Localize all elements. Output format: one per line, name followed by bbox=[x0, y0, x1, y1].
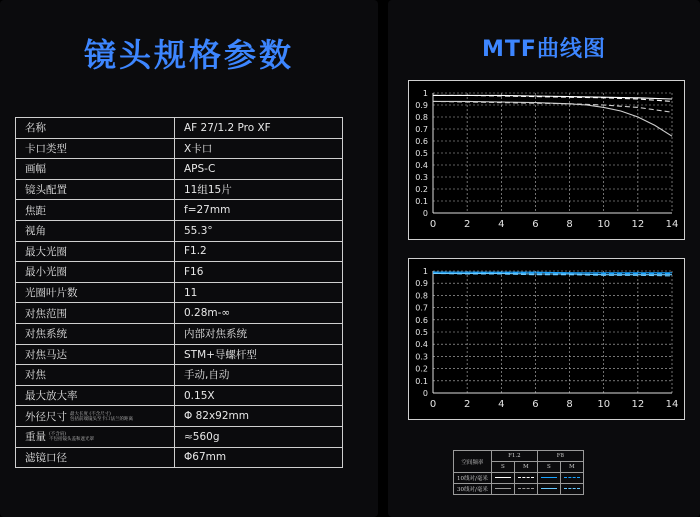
x-tick-label: 8 bbox=[566, 219, 573, 230]
legend-m-f8: M bbox=[560, 462, 583, 473]
y-tick-label: 0.3 bbox=[415, 352, 428, 362]
x-tick-label: 14 bbox=[665, 219, 679, 230]
spec-table bbox=[15, 117, 343, 468]
legend-row-10lp: 10线对/毫米 bbox=[454, 473, 492, 484]
spec-label-note bbox=[49, 432, 94, 442]
spec-label: 对焦范围 bbox=[25, 307, 67, 320]
mtf-title: MTF曲线图 bbox=[482, 37, 606, 62]
spec-label: 视角 bbox=[25, 225, 46, 238]
legend-swatch bbox=[514, 473, 537, 484]
y-tick-label: 0.5 bbox=[415, 149, 428, 158]
x-tick-label: 4 bbox=[498, 219, 505, 230]
y-tick-label: 0.9 bbox=[415, 101, 428, 110]
spec-value: STM+导螺杆型 bbox=[175, 344, 343, 365]
spec-note-line: 包括前端镜头至卡口法兰的距离 bbox=[70, 416, 133, 422]
spec-value: 0.15X bbox=[175, 385, 343, 406]
x-tick-label: 12 bbox=[631, 219, 645, 230]
y-tick-label: 0.1 bbox=[415, 197, 428, 206]
y-tick-label: 1 bbox=[422, 89, 428, 98]
spec-label: 对焦 bbox=[25, 369, 46, 382]
x-tick-label: 14 bbox=[665, 399, 679, 410]
spec-value: AF 27/1.2 Pro XF bbox=[175, 118, 343, 139]
spec-label: 最小光圈 bbox=[25, 266, 67, 279]
spec-label: 重量 bbox=[25, 431, 46, 444]
spec-label-cell bbox=[16, 118, 175, 139]
spec-label-cell bbox=[16, 138, 175, 159]
spec-value: APS-C bbox=[175, 159, 343, 180]
spec-value: 11组15片 bbox=[175, 179, 343, 200]
spec-value: 手动,自动 bbox=[175, 365, 343, 386]
x-tick-label: 10 bbox=[597, 399, 611, 410]
y-tick-label: 0 bbox=[422, 389, 428, 398]
spec-row bbox=[16, 200, 343, 221]
spec-row bbox=[16, 241, 343, 262]
x-tick-label: 0 bbox=[429, 219, 437, 230]
legend-swatch bbox=[560, 484, 583, 495]
y-tick-label: 0.8 bbox=[415, 291, 428, 301]
spec-value: Φ67mm bbox=[175, 447, 343, 468]
spec-row bbox=[16, 220, 343, 241]
legend-row-30lp: 30线对/毫米 bbox=[454, 484, 492, 495]
spec-label-cell bbox=[16, 385, 175, 406]
spec-label: 对焦系统 bbox=[25, 328, 67, 341]
spec-value: ≈560g bbox=[175, 426, 343, 447]
x-tick-label: 12 bbox=[631, 399, 645, 410]
x-tick-label: 6 bbox=[532, 219, 539, 230]
legend-swatch bbox=[537, 484, 560, 495]
spec-label: 镜头配置 bbox=[25, 184, 67, 197]
spec-label-cell bbox=[16, 344, 175, 365]
y-tick-label: 0.6 bbox=[415, 315, 428, 325]
mtf-chart-f12-svg bbox=[409, 81, 684, 239]
spec-label-cell bbox=[16, 323, 175, 344]
spec-row bbox=[16, 385, 343, 406]
legend-s-f12: S bbox=[491, 462, 514, 473]
y-tick-label: 0.7 bbox=[415, 125, 428, 134]
spec-label: 光圈叶片数 bbox=[25, 287, 78, 300]
spec-value: X卡口 bbox=[175, 138, 343, 159]
spec-label: 焦距 bbox=[25, 204, 46, 217]
spec-label: 外径尺寸 bbox=[25, 410, 67, 423]
x-tick-label: 0 bbox=[429, 399, 437, 410]
legend-swatch bbox=[491, 484, 514, 495]
spec-title: 镜头规格参数 bbox=[83, 36, 294, 74]
spec-value: f=27mm bbox=[175, 200, 343, 221]
spec-note-line: 不包括镜头盖和遮光罩 bbox=[49, 437, 94, 443]
spec-label-cell bbox=[16, 426, 175, 447]
y-tick-label: 0.7 bbox=[415, 303, 428, 313]
spec-label: 画幅 bbox=[25, 163, 46, 176]
spec-label: 卡口类型 bbox=[25, 142, 67, 155]
spec-row bbox=[16, 426, 343, 447]
spec-label: 滤镜口径 bbox=[25, 451, 67, 464]
y-tick-label: 0.1 bbox=[415, 376, 428, 386]
spec-row bbox=[16, 179, 343, 200]
mtf-legend bbox=[453, 450, 584, 495]
legend-swatch bbox=[491, 473, 514, 484]
y-tick-label: 0.6 bbox=[415, 137, 428, 146]
spec-value: 内部对焦系统 bbox=[175, 323, 343, 344]
legend-m-f12: M bbox=[514, 462, 537, 473]
spec-label: 名称 bbox=[25, 122, 46, 135]
spec-row bbox=[16, 282, 343, 303]
spec-note-line: (不含肩) bbox=[49, 432, 67, 438]
spec-label: 最大光圈 bbox=[25, 245, 67, 258]
spec-row bbox=[16, 323, 343, 344]
y-tick-label: 0.3 bbox=[415, 173, 428, 182]
y-tick-label: 0.9 bbox=[415, 279, 428, 289]
y-tick-label: 0 bbox=[422, 209, 428, 218]
y-tick-label: 0.4 bbox=[415, 340, 428, 350]
x-tick-label: 6 bbox=[532, 399, 539, 410]
y-tick-label: 0.4 bbox=[415, 161, 428, 170]
spec-label-cell bbox=[16, 220, 175, 241]
spec-value: 0.28m-∞ bbox=[175, 303, 343, 324]
y-tick-label: 0.5 bbox=[415, 328, 428, 337]
mtf-chart-f8-svg bbox=[409, 259, 684, 419]
spec-label: 最大放大率 bbox=[25, 390, 78, 403]
spec-value: F16 bbox=[175, 262, 343, 283]
spec-label-cell bbox=[16, 262, 175, 283]
spec-label-cell bbox=[16, 200, 175, 221]
spec-label: 对焦马达 bbox=[25, 348, 67, 361]
legend-swatch bbox=[514, 484, 537, 495]
legend-swatch bbox=[560, 473, 583, 484]
spec-label-cell bbox=[16, 406, 175, 427]
x-tick-label: 2 bbox=[463, 399, 471, 410]
legend-swatch bbox=[537, 473, 560, 484]
legend-f8: F8 bbox=[537, 451, 583, 462]
mtf-panel bbox=[388, 0, 700, 517]
legend-header: 空间频率 bbox=[454, 451, 492, 473]
spec-row bbox=[16, 303, 343, 324]
spec-row bbox=[16, 447, 343, 468]
mtf-chart-f12 bbox=[408, 80, 685, 240]
mtf-series-line bbox=[433, 101, 672, 136]
spec-value: Φ 82x92mm bbox=[175, 406, 343, 427]
legend-s-f8: S bbox=[537, 462, 560, 473]
y-tick-label: 0.2 bbox=[415, 185, 428, 194]
y-tick-label: 0.8 bbox=[415, 113, 428, 122]
spec-value: 55.3° bbox=[175, 220, 343, 241]
legend-f12: F1.2 bbox=[491, 451, 537, 462]
mtf-chart-f8 bbox=[408, 258, 685, 420]
y-tick-label: 1 bbox=[422, 267, 428, 276]
spec-label-cell bbox=[16, 241, 175, 262]
spec-label-cell bbox=[16, 179, 175, 200]
y-tick-label: 0.2 bbox=[415, 364, 428, 374]
spec-label-note bbox=[70, 412, 133, 422]
spec-row bbox=[16, 118, 343, 139]
spec-label-cell bbox=[16, 365, 175, 386]
spec-row bbox=[16, 344, 343, 365]
spec-row bbox=[16, 365, 343, 386]
spec-row bbox=[16, 159, 343, 180]
spec-note-line: 最大长度 (不含尺寸) bbox=[70, 411, 111, 417]
spec-label-cell bbox=[16, 447, 175, 468]
spec-value: F1.2 bbox=[175, 241, 343, 262]
spec-value: 11 bbox=[175, 282, 343, 303]
x-tick-label: 2 bbox=[463, 219, 471, 230]
x-tick-label: 4 bbox=[498, 399, 505, 410]
x-tick-label: 10 bbox=[597, 219, 611, 230]
spec-label-cell bbox=[16, 282, 175, 303]
spec-row bbox=[16, 262, 343, 283]
x-tick-label: 8 bbox=[566, 399, 573, 410]
spec-row bbox=[16, 138, 343, 159]
spec-row bbox=[16, 406, 343, 427]
spec-label-cell bbox=[16, 159, 175, 180]
spec-label-cell bbox=[16, 303, 175, 324]
